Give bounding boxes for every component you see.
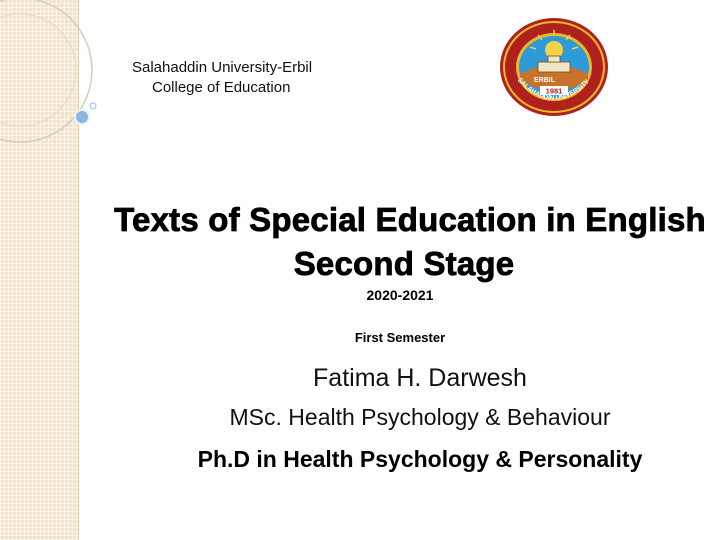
academic-year: 2020-2021 (366, 287, 434, 303)
title-line-1: Texts of Special Education in English (114, 201, 706, 238)
seal-ring-text: SALAHADDIN UNIVERSITY (515, 76, 591, 103)
title-line-2: Second Stage (293, 245, 515, 282)
author-name: Fatima H. Darwesh (313, 364, 527, 392)
seal-year-text: 1981 (545, 86, 563, 96)
author-degree-msc: MSc. Health Psychology & Behaviour (229, 404, 611, 430)
university-seal-icon (498, 16, 610, 118)
institution-header (118, 58, 358, 98)
document-title (100, 198, 720, 286)
seal-city-text: ERBIL (534, 77, 555, 84)
college-name: College of Education (152, 79, 291, 96)
university-name: Salahaddin University-Erbil (132, 59, 313, 76)
semester-label: First Semester (354, 330, 446, 345)
decorative-circle-inner (0, 14, 76, 126)
author-degree-phd: Ph.D in Health Psychology & Personality (197, 446, 643, 472)
decorative-dot-small (90, 103, 96, 109)
decorative-dot-large (75, 110, 89, 124)
